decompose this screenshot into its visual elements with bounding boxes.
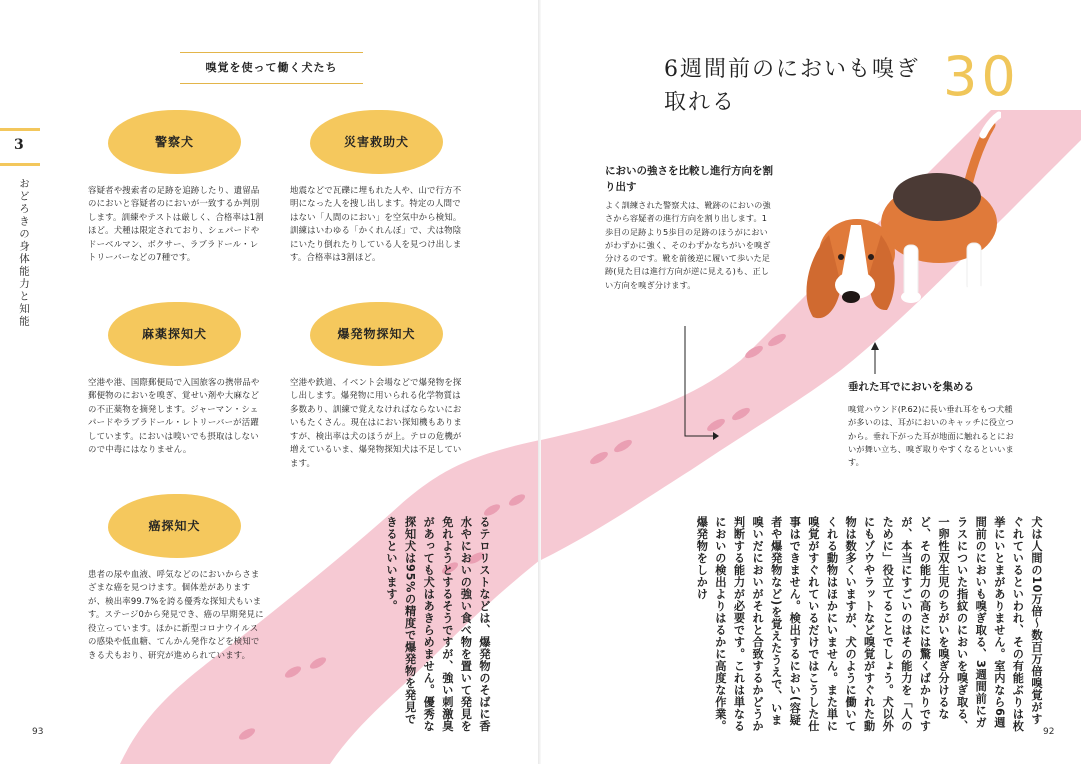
cancer-dog-label: 癌探知犬 <box>108 494 241 558</box>
rescue-dog-description: 地震などで瓦礫に埋もれた人や、山で行方不明になった人を捜し出します。特定の人間ではない「人間のにおい」を空気中から検知。訓練はいわゆる「かくれんぼ」で、犬は物陰にいたり倒れたりしている人を見つけ出します。合格率は3割ほど。 <box>290 185 462 263</box>
left-page <box>0 0 540 764</box>
page-title: 6週間前のにおいも嗅ぎ取れる <box>664 57 920 115</box>
drug-dog-description: 空港や港、国際郵便局で入国旅客の携帯品や郵便物のにおいを嗅ぎ、覚せい剤や大麻などの不正薬物を摘発します。ジャーマン・シェパードやラブラドール・レトリーバーが活躍しています。においは嗅いでも摂取はしないので中毒にはなりません。 <box>88 377 260 455</box>
police-dog-label: 警察犬 <box>108 110 241 174</box>
drug-dog-label: 麻薬探知犬 <box>108 302 241 366</box>
rescue-dog-label: 災害救助犬 <box>310 110 443 174</box>
bomb-dog-label: 爆発物探知犬 <box>310 302 443 366</box>
cancer-dog-description: 患者の尿や血液、呼気などのにおいからさまざまな癌を見つけます。個体差がありますが、検出率99.7%を誇る優秀な探知犬もいます。ステージ0から発見でき、癌の早期発見に役立っています。ほかに新型コロナウイルスの感染や低血糖、てんかん発作などを検知できる犬もおり、研究が進められています。 <box>88 569 264 660</box>
right-page <box>541 0 1081 764</box>
chapter-bar-bottom <box>0 163 40 166</box>
chapter-number: 3 <box>14 137 24 153</box>
topic-number: 30 <box>943 45 1020 108</box>
annotation1-leader-line <box>679 326 719 442</box>
annotation1-heading: においの強さを比較し進行方向を割り出す <box>605 165 773 194</box>
right-body-text: 犬は人間の10万倍〜数百万倍嗅覚がすぐれているといわれ、その有能ぶりは枚挙にいとまがありません。室内なら6週間前のにおいも嗅ぎ取る、3週間前にガラスについた指紋のにおいを嗅ぎ取る、一卵性双生児のちがいを嗅ぎ分けるなど、その能力の高さには驚くばかりですが、本当にすごいのはその能力を「人のために」役立てることでしょう。犬以外にもゾウやラットなど嗅覚がすぐれた動物は数多くいますが、犬のように働いてくれる動物はほかにいません。また単に嗅覚がすぐれているだけではこうした仕事はできません。検出するにおい(容疑者や爆発物など)を覚えたうえで、いま嗅いだにおいがそれと合致するかどうか判断する能力が必要です。これは単なるにおいの検出よりはるかに高度な作業。爆発物をしかけ <box>695 516 1043 732</box>
police-dog-description: 容疑者や捜索者の足跡を追跡したり、遺留品のにおいと容疑者のにおいが一致するか判別します。訓練やテストは厳しく、合格率は1割ほど。犬種は限定されており、シェパードやドーベルマン、ボクサー、ラブラドール・レトリーバーなどの7種です。 <box>88 185 264 263</box>
annotation2-arrow <box>869 342 881 374</box>
left-page-number: 93 <box>32 727 44 737</box>
chapter-title: おどろきの身体能力と知能 <box>18 178 30 328</box>
annotation2-heading: 垂れた耳でにおいを集める <box>848 381 974 393</box>
annotation1-text: よく訓練された警察犬は、靴跡のにおいの強さから容疑者の進行方向を割り出します。1歩目の足跡より5歩目の足跡のほうがにおいがわずかに強く、そのわずかなちがいを嗅ぎ分けるのです。靴を前後逆に履いて歩いた足跡(見た目は進行方向が逆に見える)も、正しい方向を嗅ぎ分けます。 <box>605 200 771 290</box>
left-body-text: るテロリストなどは、爆発物のそばに香水やにおいの強い食べ物を置いて発見を免れようとするそうですが、強い刺激臭があっても犬はあきらめません。優秀な探知犬は95%の精度で爆発物を発見できるといいます。 <box>385 516 491 732</box>
bomb-dog-description: 空港や鉄道、イベント会場などで爆発物を探し出します。爆発物に用いられる化学物質は多数あり、訓練で覚えなければならないにおいもたくさん。現在はにおい探知機もありますが、検出率は犬のほうが上。テロの危機が増えているいま、爆発物探知犬は不足しています。 <box>290 377 463 468</box>
annotation2-text: 嗅覚ハウンド(P.62)に長い垂れ耳をもつ犬種が多いのは、耳がにおいのキャッチに役立つから。垂れ下がった耳が地面に触れるとにおいが舞い立ち、嗅ぎ取りやすくなるといいます。 <box>848 404 1014 468</box>
chapter-bar-top <box>0 128 40 131</box>
basset-hound-illustration <box>769 105 1001 330</box>
right-page-number: 92 <box>1043 727 1055 737</box>
section-heading: 嗅覚を使って働く犬たち <box>180 52 363 84</box>
